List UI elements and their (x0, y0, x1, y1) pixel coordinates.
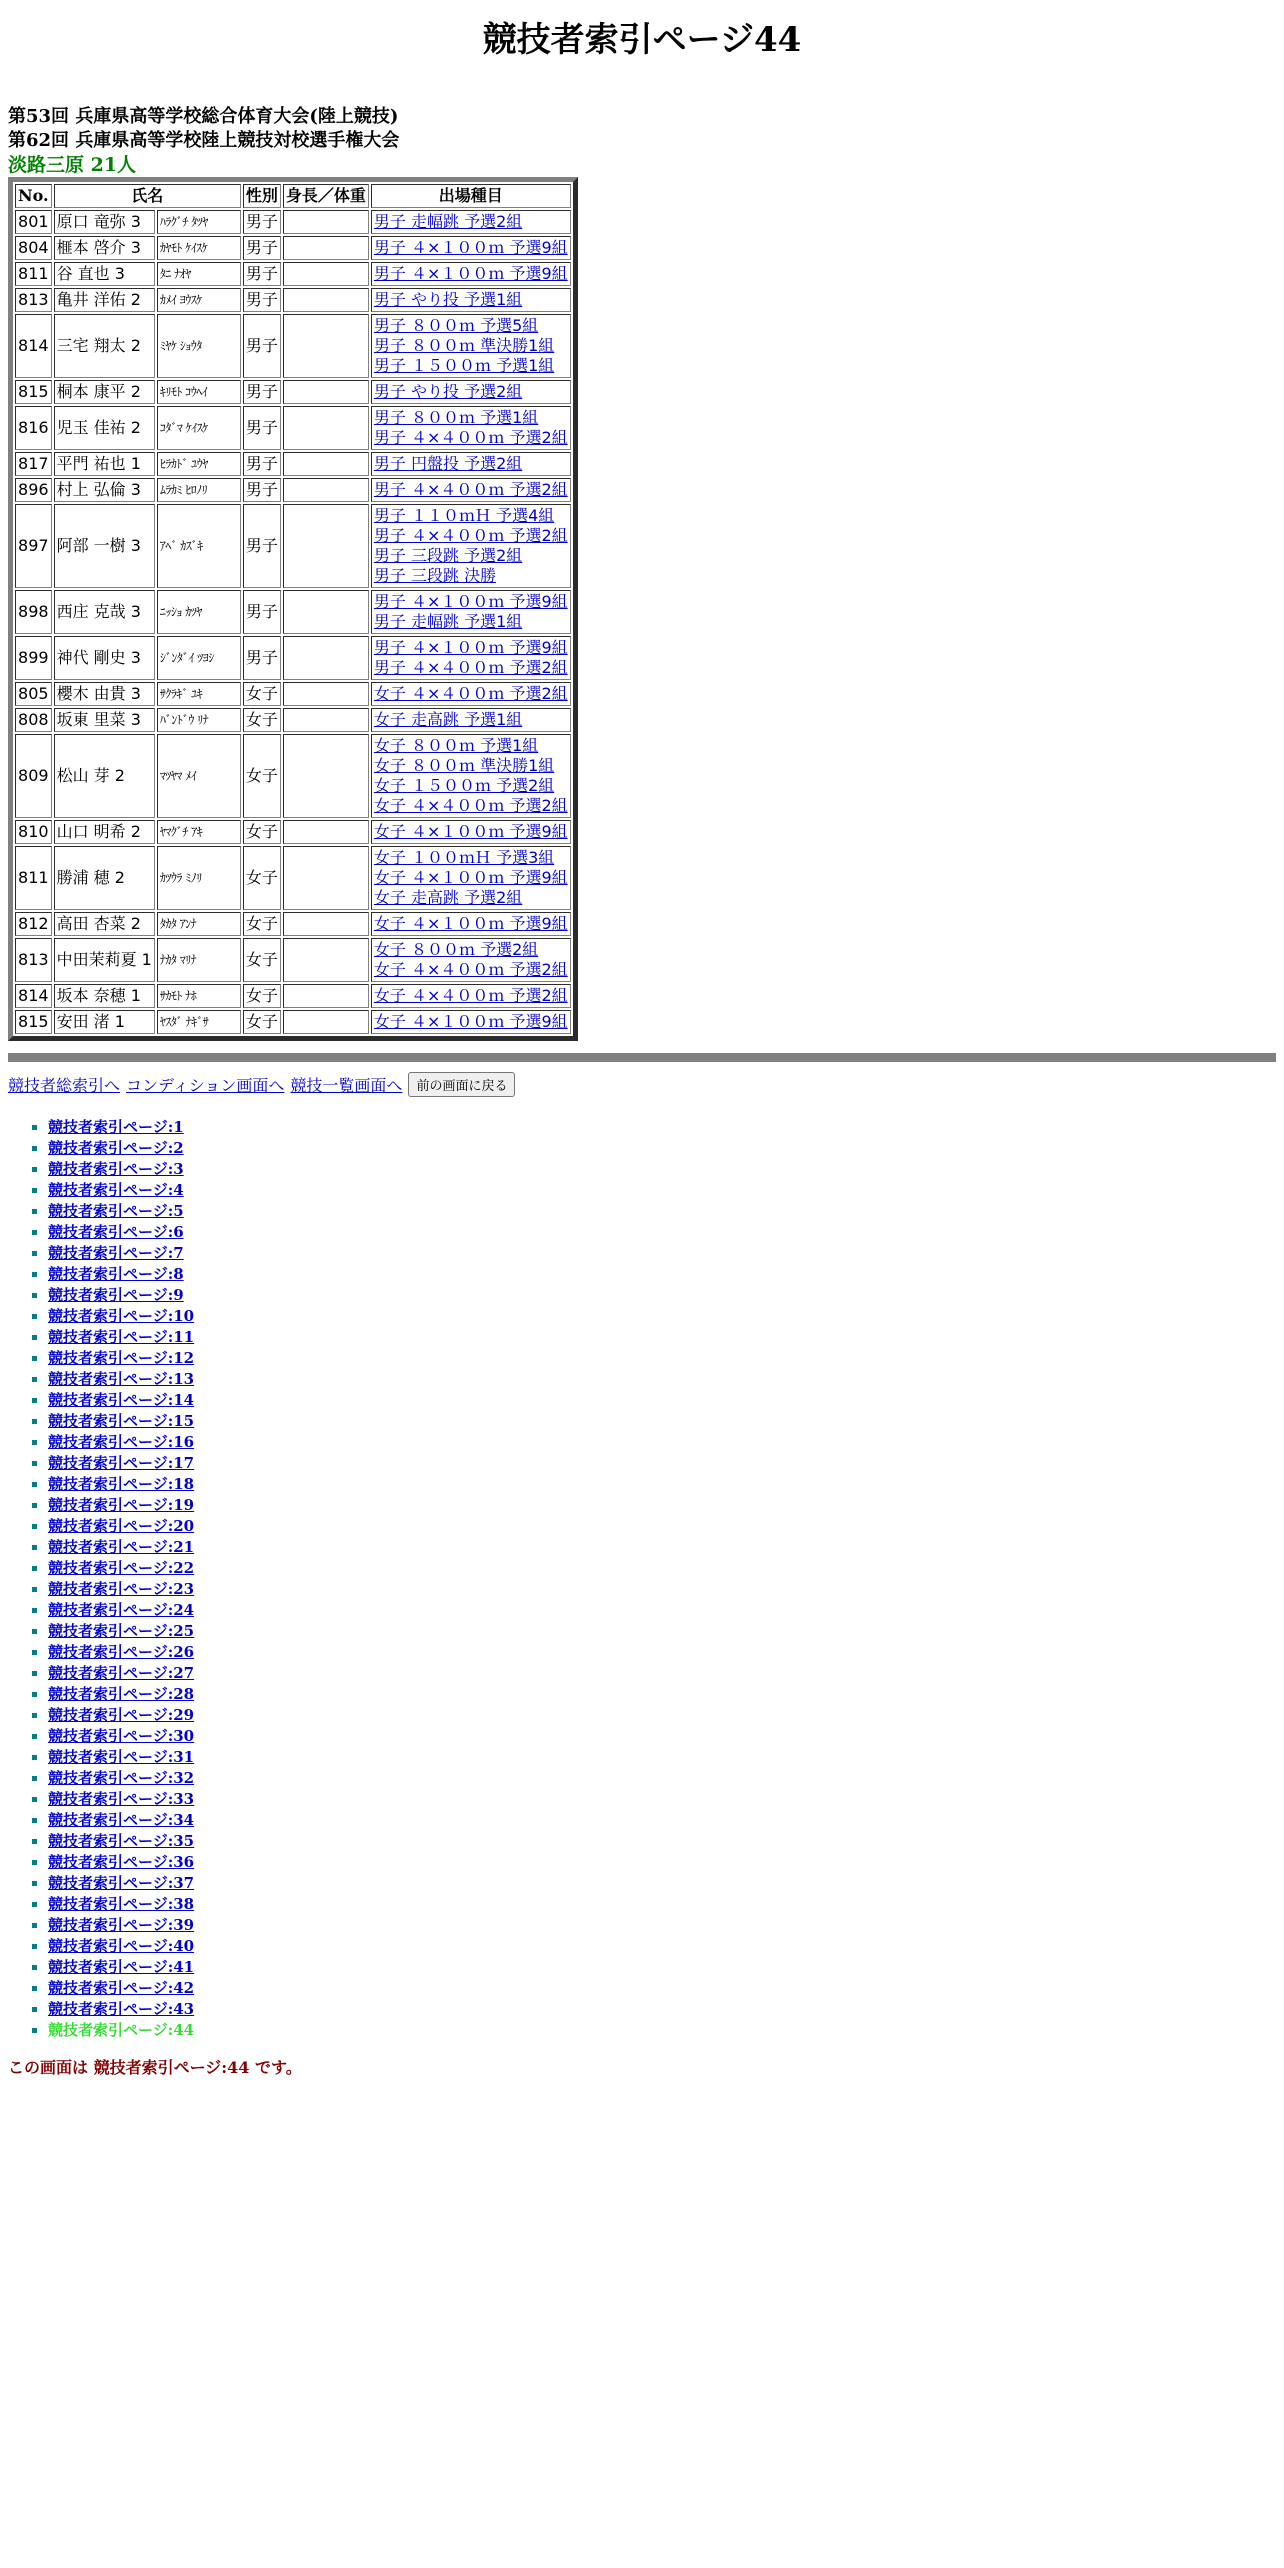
page-link[interactable]: 競技者索引ページ:16 (48, 1433, 195, 1451)
event-link[interactable]: 男子 ４×４００ｍ 予選2組 (373, 428, 568, 447)
cell-name: 児玉 佳祐 2 (54, 406, 155, 450)
page-list-item (48, 1180, 1276, 1201)
cell-height-weight (283, 912, 369, 936)
page-link[interactable]: 競技者索引ページ:4 (48, 1181, 184, 1199)
link-all-index[interactable]: 競技者総索引へ (8, 1076, 121, 1095)
cell-height-weight (283, 590, 369, 634)
cell-name: 谷 直也 3 (54, 262, 155, 286)
event-link[interactable]: 女子 ８００ｍ 予選1組 (373, 736, 539, 755)
cell-name: 神代 剛史 3 (54, 636, 155, 680)
table-row (15, 1010, 571, 1034)
footer-current: 競技者索引ページ:44 (93, 2058, 250, 2077)
cell-name: 中田茉莉夏 1 (54, 938, 155, 982)
event-link[interactable]: 男子 ８００ｍ 予選1組 (373, 408, 539, 427)
page-list-item (48, 1138, 1276, 1159)
page-list-item (48, 1978, 1276, 1999)
page-list-item (48, 1411, 1276, 1432)
cell-name: 阿部 一樹 3 (54, 504, 155, 588)
cell-no: 899 (15, 636, 52, 680)
cell-sex: 男子 (243, 314, 281, 378)
page-link[interactable]: 競技者索引ページ:14 (48, 1391, 195, 1409)
event-link[interactable]: 女子 １５００ｍ 予選2組 (373, 776, 555, 795)
cell-height-weight (283, 846, 369, 910)
page-list-item (48, 1537, 1276, 1558)
event-link[interactable]: 男子 ８００ｍ 予選5組 (373, 316, 539, 335)
cell-kana: ｼﾞﾝﾀﾞｲ ﾂﾖｼ (157, 636, 241, 680)
cell-no: 811 (15, 262, 52, 286)
cell-events (371, 288, 571, 312)
event-link[interactable]: 男子 ４×１００ｍ 予選9組 (373, 238, 568, 257)
page-list-item (48, 1117, 1276, 1138)
meet-line-2: 第62回 兵庫県高等学校陸上競技対校選手権大会 (8, 130, 400, 151)
cell-name: 坂本 奈穂 1 (54, 984, 155, 1008)
page-link[interactable]: 競技者索引ページ:12 (48, 1349, 195, 1367)
cell-no: 805 (15, 682, 52, 706)
footer-suffix: です。 (249, 2058, 302, 2077)
page-list-item (48, 1222, 1276, 1243)
event-link[interactable]: 女子 ８００ｍ 予選2組 (373, 940, 539, 959)
page-link[interactable]: 競技者索引ページ:1 (48, 1118, 184, 1136)
event-link[interactable]: 女子 ４×１００ｍ 予選9組 (373, 868, 568, 887)
event-link[interactable]: 女子 走高跳 予選1組 (373, 710, 523, 729)
cell-events (371, 734, 571, 818)
page-list-item (48, 1957, 1276, 1978)
page-link[interactable]: 競技者索引ページ:15 (48, 1412, 195, 1430)
page-list-item (48, 1285, 1276, 1306)
athlete-rows (15, 210, 571, 1034)
cell-kana: ﾔｽﾀﾞ ﾅｷﾞｻ (157, 1010, 241, 1034)
cell-events (371, 504, 571, 588)
page-list-item (48, 1768, 1276, 1789)
cell-kana: ｶﾒｲ ﾖｳｽｹ (157, 288, 241, 312)
page-link[interactable]: 競技者索引ページ:40 (48, 1937, 195, 1955)
cell-no: 897 (15, 504, 52, 588)
page-list-item (48, 1201, 1276, 1222)
table-row (15, 636, 571, 680)
table-row (15, 984, 571, 1008)
event-link[interactable]: 女子 ４×１００ｍ 予選9組 (373, 1012, 568, 1031)
cell-events (371, 406, 571, 450)
event-link[interactable]: 女子 ４×４００ｍ 予選2組 (373, 796, 568, 815)
page-link[interactable]: 競技者索引ページ:27 (48, 1664, 195, 1682)
cell-sex: 男子 (243, 288, 281, 312)
page-list-item (48, 1264, 1276, 1285)
cell-height-weight (283, 210, 369, 234)
page-link[interactable]: 競技者索引ページ:13 (48, 1370, 195, 1388)
event-link[interactable]: 男子 ８００ｍ 準決勝1組 (373, 336, 555, 355)
table-row (15, 262, 571, 286)
event-link[interactable]: 男子 ４×４００ｍ 予選2組 (373, 480, 568, 499)
school-line: 淡路三原 21人 (8, 154, 137, 176)
table-row (15, 590, 571, 634)
cell-name: 榧本 啓介 3 (54, 236, 155, 260)
page-list-item (48, 1747, 1276, 1768)
cell-kana: ﾊﾗｸﾞﾁ ﾀﾂﾔ (157, 210, 241, 234)
cell-height-weight (283, 636, 369, 680)
cell-sex: 男子 (243, 406, 281, 450)
cell-kana: ｶﾔﾓﾄ ｹｲｽｹ (157, 236, 241, 260)
page-list-item (48, 1600, 1276, 1621)
page-list-item (48, 1579, 1276, 1600)
cell-no: 809 (15, 734, 52, 818)
cell-height-weight (283, 1010, 369, 1034)
cell-name: 山口 明希 2 (54, 820, 155, 844)
cell-sex: 女子 (243, 734, 281, 818)
cell-sex: 男子 (243, 636, 281, 680)
page-list-item (48, 1243, 1276, 1264)
cell-kana: ｱﾍﾞ ｶｽﾞｷ (157, 504, 241, 588)
cell-events (371, 452, 571, 476)
cell-height-weight (283, 314, 369, 378)
page-list-item (48, 1390, 1276, 1411)
page-link[interactable]: 競技者索引ページ:43 (48, 2000, 195, 2018)
page-list-item (48, 1852, 1276, 1873)
cell-no: 811 (15, 846, 52, 910)
header-no: No. (15, 184, 52, 208)
page-list-item (48, 1306, 1276, 1327)
cell-sex: 女子 (243, 938, 281, 982)
cell-no: 813 (15, 938, 52, 982)
page-link[interactable]: 競技者索引ページ:38 (48, 1895, 195, 1913)
page-list-item (48, 1726, 1276, 1747)
back-button[interactable]: 前の画面に戻る (408, 1072, 515, 1097)
event-link[interactable]: 男子 円盤投 予選2組 (373, 454, 523, 473)
page-list-item (48, 1642, 1276, 1663)
table-row (15, 406, 571, 450)
cell-events (371, 1010, 571, 1034)
page-list-item (48, 1516, 1276, 1537)
cell-events (371, 846, 571, 910)
page-list-item (48, 1327, 1276, 1348)
cell-kana: ﾑﾗｶﾐ ﾋﾛﾉﾘ (157, 478, 241, 502)
page-link[interactable]: 競技者索引ページ:34 (48, 1811, 195, 1829)
page-list-item (48, 1432, 1276, 1453)
page-link[interactable]: 競技者索引ページ:6 (48, 1223, 184, 1241)
cell-name: 高田 杏菜 2 (54, 912, 155, 936)
cell-no: 896 (15, 478, 52, 502)
page-link[interactable]: 競技者索引ページ:42 (48, 1979, 195, 1997)
page-link[interactable]: 競技者索引ページ:31 (48, 1748, 195, 1766)
page-link[interactable]: 競技者索引ページ:7 (48, 1244, 184, 1262)
cell-sex: 女子 (243, 820, 281, 844)
footer-status (8, 2055, 1276, 2078)
cell-events (371, 938, 571, 982)
cell-sex: 女子 (243, 984, 281, 1008)
page-list-item (48, 1621, 1276, 1642)
event-link[interactable]: 男子 三段跳 予選2組 (373, 546, 523, 565)
cell-no: 810 (15, 820, 52, 844)
cell-no: 814 (15, 984, 52, 1008)
cell-events (371, 636, 571, 680)
page-link[interactable]: 競技者索引ページ:5 (48, 1202, 184, 1220)
cell-events (371, 236, 571, 260)
table-row (15, 682, 571, 706)
event-link[interactable]: 男子 やり投 予選2組 (373, 382, 523, 401)
cell-height-weight (283, 682, 369, 706)
table-header-row (15, 184, 571, 208)
event-link[interactable]: 男子 三段跳 決勝 (373, 566, 497, 585)
cell-kana: ｷﾘﾓﾄ ｺｳﾍｲ (157, 380, 241, 404)
page-link[interactable]: 競技者索引ページ:41 (48, 1958, 195, 1976)
page-link[interactable]: 競技者索引ページ:35 (48, 1832, 195, 1850)
page-link[interactable]: 競技者索引ページ:8 (48, 1265, 184, 1283)
cell-kana: ﾀｶﾀ ｱﾝﾅ (157, 912, 241, 936)
page-list-item (48, 1369, 1276, 1390)
page-link[interactable]: 競技者索引ページ:25 (48, 1622, 195, 1640)
cell-name: 坂東 里菜 3 (54, 708, 155, 732)
cell-height-weight (283, 820, 369, 844)
cell-height-weight (283, 734, 369, 818)
event-link[interactable]: 男子 ４×４００ｍ 予選2組 (373, 658, 568, 677)
event-link[interactable]: 男子 走幅跳 予選2組 (373, 212, 523, 231)
cell-height-weight (283, 406, 369, 450)
page-list-item (48, 2020, 1276, 2041)
cell-kana: ﾅｶﾀ ﾏﾘﾅ (157, 938, 241, 982)
page-list-item (48, 1159, 1276, 1180)
header-name: 氏名 (54, 184, 241, 208)
cell-sex: 女子 (243, 846, 281, 910)
cell-kana: ﾏﾂﾔﾏ ﾒｲ (157, 734, 241, 818)
page-list-item (48, 1474, 1276, 1495)
page-list-item (48, 1558, 1276, 1579)
cell-sex: 男子 (243, 236, 281, 260)
cell-name: 亀井 洋佑 2 (54, 288, 155, 312)
page-link[interactable]: 競技者索引ページ:3 (48, 1160, 184, 1178)
header-events: 出場種目 (371, 184, 571, 208)
page-link[interactable]: 競技者索引ページ:18 (48, 1475, 195, 1493)
cell-no: 898 (15, 590, 52, 634)
page-link[interactable]: 競技者索引ページ:19 (48, 1496, 195, 1514)
page-list-item (48, 1684, 1276, 1705)
nav-row (8, 1072, 1276, 1097)
cell-height-weight (283, 478, 369, 502)
page-title: 競技者索引ページ44 (482, 20, 802, 60)
page-link[interactable]: 競技者索引ページ:36 (48, 1853, 195, 1871)
cell-events (371, 210, 571, 234)
event-link[interactable]: 男子 ４×１００ｍ 予選9組 (373, 592, 568, 611)
cell-sex: 男子 (243, 504, 281, 588)
cell-name: 原口 竜弥 3 (54, 210, 155, 234)
event-link[interactable]: 女子 ４×４００ｍ 予選2組 (373, 960, 568, 979)
cell-height-weight (283, 380, 369, 404)
cell-height-weight (283, 452, 369, 476)
event-link[interactable]: 女子 ４×４００ｍ 予選2組 (373, 684, 568, 703)
cell-sex: 女子 (243, 1010, 281, 1034)
table-row (15, 380, 571, 404)
header-height-weight: 身長／体重 (283, 184, 369, 208)
page-link[interactable]: 競技者索引ページ:17 (48, 1454, 195, 1472)
event-link[interactable]: 女子 走高跳 予選2組 (373, 888, 523, 907)
page-link[interactable]: 競技者索引ページ:10 (48, 1307, 195, 1325)
page-link[interactable]: 競技者索引ページ:39 (48, 1916, 195, 1934)
cell-name: 櫻木 由貴 3 (54, 682, 155, 706)
page-link[interactable]: 競技者索引ページ:21 (48, 1538, 195, 1556)
cell-kana: ﾆｯｼｮ ｶﾂﾔ (157, 590, 241, 634)
current-page-label: 競技者索引ページ:44 (48, 2021, 195, 2039)
page-list-item (48, 1894, 1276, 1915)
cell-kana: ｻｸﾗｷﾞ ﾕｷ (157, 682, 241, 706)
event-link[interactable]: 女子 １００ｍＨ 予選3組 (373, 848, 555, 867)
page-link[interactable]: 競技者索引ページ:9 (48, 1286, 184, 1304)
event-link[interactable]: 女子 ４×４００ｍ 予選2組 (373, 986, 568, 1005)
table-row (15, 938, 571, 982)
cell-kana: ｻｶﾓﾄ ﾅﾎ (157, 984, 241, 1008)
page-link[interactable]: 競技者索引ページ:2 (48, 1139, 184, 1157)
cell-no: 804 (15, 236, 52, 260)
page-list-item (48, 1936, 1276, 1957)
cell-sex: 男子 (243, 380, 281, 404)
cell-no: 816 (15, 406, 52, 450)
page-list (8, 1117, 1276, 2041)
cell-no: 815 (15, 380, 52, 404)
event-link[interactable]: 男子 ４×１００ｍ 予選9組 (373, 264, 568, 283)
cell-name: 勝浦 穂 2 (54, 846, 155, 910)
event-link[interactable]: 男子 走幅跳 予選1組 (373, 612, 523, 631)
page-link[interactable]: 競技者索引ページ:20 (48, 1517, 195, 1535)
page-link[interactable]: 競技者索引ページ:26 (48, 1643, 195, 1661)
cell-sex: 女子 (243, 912, 281, 936)
table-row (15, 452, 571, 476)
page-list-item (48, 1663, 1276, 1684)
cell-sex: 男子 (243, 452, 281, 476)
cell-sex: 男子 (243, 210, 281, 234)
cell-no: 812 (15, 912, 52, 936)
link-event-list[interactable]: 競技一覧画面へ (290, 1076, 403, 1095)
table-row (15, 236, 571, 260)
cell-events (371, 262, 571, 286)
cell-events (371, 820, 571, 844)
table-row (15, 846, 571, 910)
cell-height-weight (283, 288, 369, 312)
cell-height-weight (283, 708, 369, 732)
page-list-item (48, 1495, 1276, 1516)
page-list-item (48, 1915, 1276, 1936)
event-link[interactable]: 男子 １５００ｍ 予選1組 (373, 356, 555, 375)
page-link[interactable]: 競技者索引ページ:24 (48, 1601, 195, 1619)
cell-events (371, 708, 571, 732)
page-list-item (48, 1873, 1276, 1894)
page-list-item (48, 1348, 1276, 1369)
cell-name: 桐本 康平 2 (54, 380, 155, 404)
cell-no: 817 (15, 452, 52, 476)
page-link[interactable]: 競技者索引ページ:30 (48, 1727, 195, 1745)
page-link[interactable]: 競技者索引ページ:22 (48, 1559, 195, 1577)
cell-events (371, 314, 571, 378)
page-list-item (48, 1453, 1276, 1474)
cell-height-weight (283, 262, 369, 286)
cell-events (371, 478, 571, 502)
cell-name: 村上 弘倫 3 (54, 478, 155, 502)
cell-name: 西庄 克哉 3 (54, 590, 155, 634)
cell-kana: ｺﾀﾞﾏ ｹｲｽｹ (157, 406, 241, 450)
page-link[interactable]: 競技者索引ページ:28 (48, 1685, 195, 1703)
table-row (15, 734, 571, 818)
cell-no: 815 (15, 1010, 52, 1034)
table-row (15, 708, 571, 732)
footer-prefix: この画面は (8, 2058, 94, 2077)
page-link[interactable]: 競技者索引ページ:29 (48, 1706, 195, 1724)
cell-sex: 男子 (243, 478, 281, 502)
page-link[interactable]: 競技者索引ページ:33 (48, 1790, 195, 1808)
meet-line-1: 第53回 兵庫県高等学校総合体育大会(陸上競技) (8, 106, 399, 127)
page-list-item (48, 1810, 1276, 1831)
cell-no: 813 (15, 288, 52, 312)
event-link[interactable]: 女子 ８００ｍ 準決勝1組 (373, 756, 555, 775)
page-list-item (48, 1789, 1276, 1810)
cell-name: 平門 祐也 1 (54, 452, 155, 476)
page-list-item (48, 1999, 1276, 2020)
page-list-item (48, 1831, 1276, 1852)
event-link[interactable]: 男子 やり投 予選1組 (373, 290, 523, 309)
cell-height-weight (283, 938, 369, 982)
page-link[interactable]: 競技者索引ページ:11 (48, 1328, 195, 1346)
cell-events (371, 682, 571, 706)
cell-no: 801 (15, 210, 52, 234)
cell-events (371, 590, 571, 634)
page-link[interactable]: 競技者索引ページ:32 (48, 1769, 195, 1787)
cell-events (371, 380, 571, 404)
cell-events (371, 984, 571, 1008)
cell-no: 808 (15, 708, 52, 732)
table-row (15, 504, 571, 588)
table-row (15, 912, 571, 936)
event-link[interactable]: 女子 ４×１００ｍ 予選9組 (373, 914, 568, 933)
cell-sex: 男子 (243, 262, 281, 286)
cell-sex: 男子 (243, 590, 281, 634)
cell-kana: ﾔﾏｸﾞﾁ ｱｷ (157, 820, 241, 844)
event-link[interactable]: 男子 ４×４００ｍ 予選2組 (373, 526, 568, 545)
divider (8, 1053, 1276, 1062)
cell-kana: ﾊﾞﾝﾄﾞｳ ﾘﾅ (157, 708, 241, 732)
cell-sex: 女子 (243, 708, 281, 732)
cell-name: 三宅 翔太 2 (54, 314, 155, 378)
cell-kana: ﾋﾗｶﾄﾞ ﾕｳﾔ (157, 452, 241, 476)
cell-kana: ﾐﾔｹ ｼｮｳﾀ (157, 314, 241, 378)
cell-height-weight (283, 984, 369, 1008)
cell-name: 安田 渚 1 (54, 1010, 155, 1034)
page-list-item (48, 1705, 1276, 1726)
table-row (15, 820, 571, 844)
cell-height-weight (283, 236, 369, 260)
event-link[interactable]: 男子 １１０ｍＨ 予選4組 (373, 506, 555, 525)
cell-no: 814 (15, 314, 52, 378)
cell-sex: 女子 (243, 682, 281, 706)
athlete-table (8, 177, 578, 1041)
table-row (15, 478, 571, 502)
cell-name: 松山 芽 2 (54, 734, 155, 818)
page-link[interactable]: 競技者索引ページ:23 (48, 1580, 195, 1598)
table-row (15, 314, 571, 378)
table-row (15, 288, 571, 312)
header-sex: 性別 (243, 184, 281, 208)
table-row (15, 210, 571, 234)
cell-events (371, 912, 571, 936)
cell-height-weight (283, 504, 369, 588)
link-condition[interactable]: コンディション画面へ (126, 1076, 285, 1095)
event-link[interactable]: 女子 ４×１００ｍ 予選9組 (373, 822, 568, 841)
page-link[interactable]: 競技者索引ページ:37 (48, 1874, 195, 1892)
cell-kana: ﾀﾆ ﾅｵﾔ (157, 262, 241, 286)
event-link[interactable]: 男子 ４×１００ｍ 予選9組 (373, 638, 568, 657)
cell-kana: ｶﾂｳﾗ ﾐﾉﾘ (157, 846, 241, 910)
